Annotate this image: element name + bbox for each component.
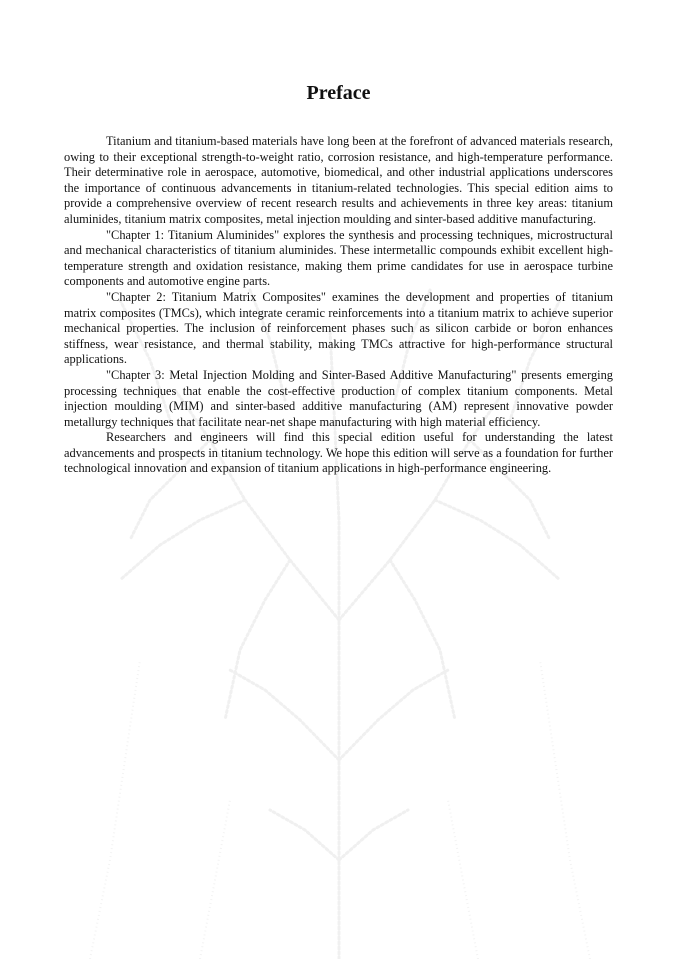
page-title: Preface	[306, 82, 371, 104]
paragraph-chapter-3: "Chapter 3: Metal Injection Molding and Sinter-Based Additive Manufacturing" presents emerging processing techniques that enable the cost-effective production of complex titanium components. Metal injection moulding (MIM) and sinter-based additive manufacturing (AM) represent innovative powder metallurgy techniques that facilitate near-net shape manufacturing with high material efficiency.	[64, 367, 613, 429]
paragraph-chapter-2: "Chapter 2: Titanium Matrix Composites" examines the development and properties of titanium matrix composites (TMCs), which integrate ceramic reinforcements into a titanium matrix to achieve superior mechanical properties. The inclusion of reinforcement phases such as silicon carbide or boron enhances stiffness, wear resistance, and thermal stability, making TMCs attractive for high-performance structural applications.	[64, 289, 613, 367]
preface-page	[64, 80, 613, 477]
paragraph-closing: Researchers and engineers will find this special edition useful for understanding the latest advancements and prospects in titanium technology. We hope this edition will serve as a foundation for further technological innovation and expansion of titanium applications in high-performance engineering.	[64, 430, 613, 476]
paragraph-chapter-1: "Chapter 1: Titanium Aluminides" explores the synthesis and processing techniques, microstructural and mechanical characteristics of titanium aluminides. These intermetallic compounds exhibit excellent high-temperature strength and oxidation resistance, making them prime candidates for use in aerospace turbine components and automotive engine parts.	[64, 227, 613, 289]
paragraph-intro: Titanium and titanium-based materials have long been at the forefront of advanced materials research, owing to their exceptional strength-to-weight ratio, corrosion resistance, and high-temperature performance. Their determinative role in aerospace, automotive, biomedical, and other industrial applications underscores the importance of continuous advancements in titanium-related technologies. This special edition aims to provide a comprehensive overview of recent research results and achievements in three key areas: titanium aluminides, titanium matrix composites, metal injection moulding and sinter-based additive manufacturing.	[64, 134, 613, 226]
